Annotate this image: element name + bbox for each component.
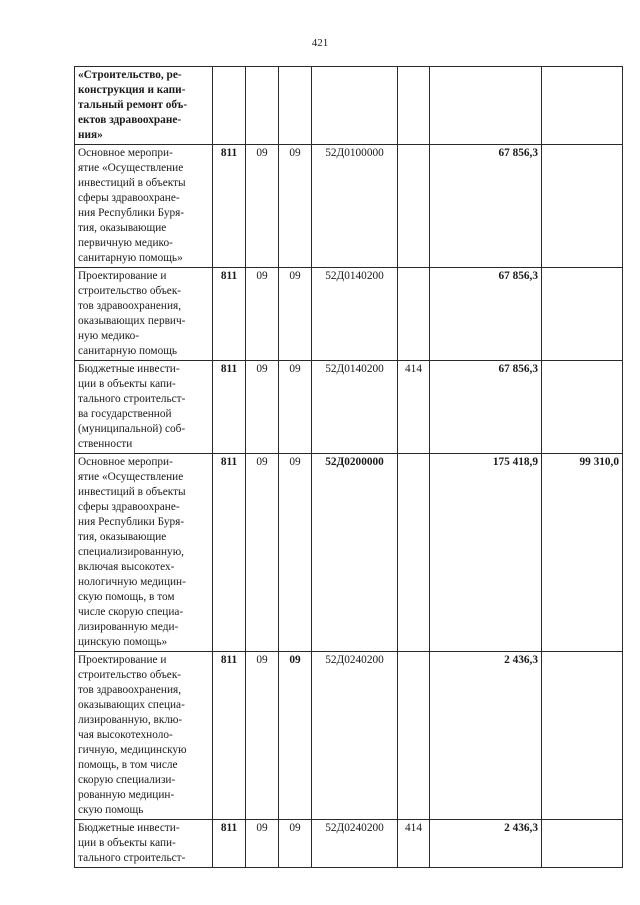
cell-admin-code: 811 bbox=[213, 820, 246, 868]
cell-admin-code bbox=[213, 67, 246, 145]
cell-admin-code: 811 bbox=[213, 361, 246, 454]
cell-amount: 2 436,3 bbox=[430, 652, 542, 820]
cell-expense-type: 414 bbox=[398, 820, 430, 868]
table-row bbox=[75, 454, 623, 652]
cell-subsection: 09 bbox=[279, 820, 312, 868]
cell-target-article: 52Д0140200 bbox=[312, 361, 398, 454]
cell-amount: 175 418,9 bbox=[430, 454, 542, 652]
cell-expense-type bbox=[398, 454, 430, 652]
cell-admin-code: 811 bbox=[213, 268, 246, 361]
table-row bbox=[75, 361, 623, 454]
cell-amount-extra bbox=[542, 652, 623, 820]
cell-item-name: Бюджетные инвести- ции в объекты капи- тального строительст- bbox=[75, 820, 213, 868]
cell-target-article: 52Д0100000 bbox=[312, 145, 398, 268]
page-number: 421 bbox=[311, 37, 329, 49]
cell-section: 09 bbox=[246, 145, 279, 268]
cell-item-name: Проектирование и строительство объек- тов здравоохранения, оказывающих специа- лизированную, вклю- чая высокотехноло- гичную, медицинскую помощь, в том числе скорую специализи- рованную медицин- скую помощь bbox=[75, 652, 213, 820]
cell-amount-extra bbox=[542, 67, 623, 145]
cell-admin-code: 811 bbox=[213, 454, 246, 652]
cell-target-article: 52Д0200000 bbox=[312, 454, 398, 652]
cell-amount: 67 856,3 bbox=[430, 361, 542, 454]
cell-amount bbox=[430, 67, 542, 145]
cell-target-article bbox=[312, 67, 398, 145]
cell-amount-extra bbox=[542, 145, 623, 268]
cell-amount: 67 856,3 bbox=[430, 268, 542, 361]
cell-amount: 67 856,3 bbox=[430, 145, 542, 268]
cell-section: 09 bbox=[246, 268, 279, 361]
cell-subsection: 09 bbox=[279, 268, 312, 361]
cell-expense-type bbox=[398, 268, 430, 361]
cell-section bbox=[246, 67, 279, 145]
cell-admin-code: 811 bbox=[213, 145, 246, 268]
cell-subsection bbox=[279, 67, 312, 145]
table-row bbox=[75, 145, 623, 268]
cell-item-name: Основное меропри- ятие «Осуществление инвестиций в объекты сферы здравоохране- ния Республики Буря- тия, оказывающие специализированную, включая высокотех- нологичную медицин- скую помощь, в том числе скорую специа- лизированную меди- цинскую помощь» bbox=[75, 454, 213, 652]
cell-subsection: 09 bbox=[279, 361, 312, 454]
table-row bbox=[75, 268, 623, 361]
table-row bbox=[75, 820, 623, 868]
cell-item-name: Проектирование и строительство объек- тов здравоохранения, оказывающих первич- ную медико- санитарную помощь bbox=[75, 268, 213, 361]
cell-amount-extra bbox=[542, 820, 623, 868]
cell-admin-code: 811 bbox=[213, 652, 246, 820]
cell-expense-type bbox=[398, 67, 430, 145]
table-row bbox=[75, 67, 623, 145]
cell-target-article: 52Д0140200 bbox=[312, 268, 398, 361]
table-row bbox=[75, 652, 623, 820]
cell-amount-extra: 99 310,0 bbox=[542, 454, 623, 652]
cell-section: 09 bbox=[246, 652, 279, 820]
cell-expense-type bbox=[398, 145, 430, 268]
cell-section: 09 bbox=[246, 820, 279, 868]
cell-subsection: 09 bbox=[279, 652, 312, 820]
cell-amount-extra bbox=[542, 268, 623, 361]
cell-amount-extra bbox=[542, 361, 623, 454]
cell-target-article: 52Д0240200 bbox=[312, 652, 398, 820]
budget-table bbox=[74, 66, 623, 868]
cell-target-article: 52Д0240200 bbox=[312, 820, 398, 868]
cell-expense-type bbox=[398, 652, 430, 820]
cell-section: 09 bbox=[246, 361, 279, 454]
cell-subsection: 09 bbox=[279, 145, 312, 268]
cell-amount: 2 436,3 bbox=[430, 820, 542, 868]
cell-section: 09 bbox=[246, 454, 279, 652]
cell-item-name: «Строительство, ре- конструкция и капи- тальный ремонт объ- ектов здравоохране- ния» bbox=[75, 67, 213, 145]
cell-item-name: Основное меропри- ятие «Осуществление инвестиций в объекты сферы здравоохране- ния Республики Буря- тия, оказывающие первичную медико- санитарную помощь» bbox=[75, 145, 213, 268]
cell-item-name: Бюджетные инвести- ции в объекты капи- тального строительст- ва государственной (муниципальной) соб- ственности bbox=[75, 361, 213, 454]
cell-expense-type: 414 bbox=[398, 361, 430, 454]
cell-subsection: 09 bbox=[279, 454, 312, 652]
